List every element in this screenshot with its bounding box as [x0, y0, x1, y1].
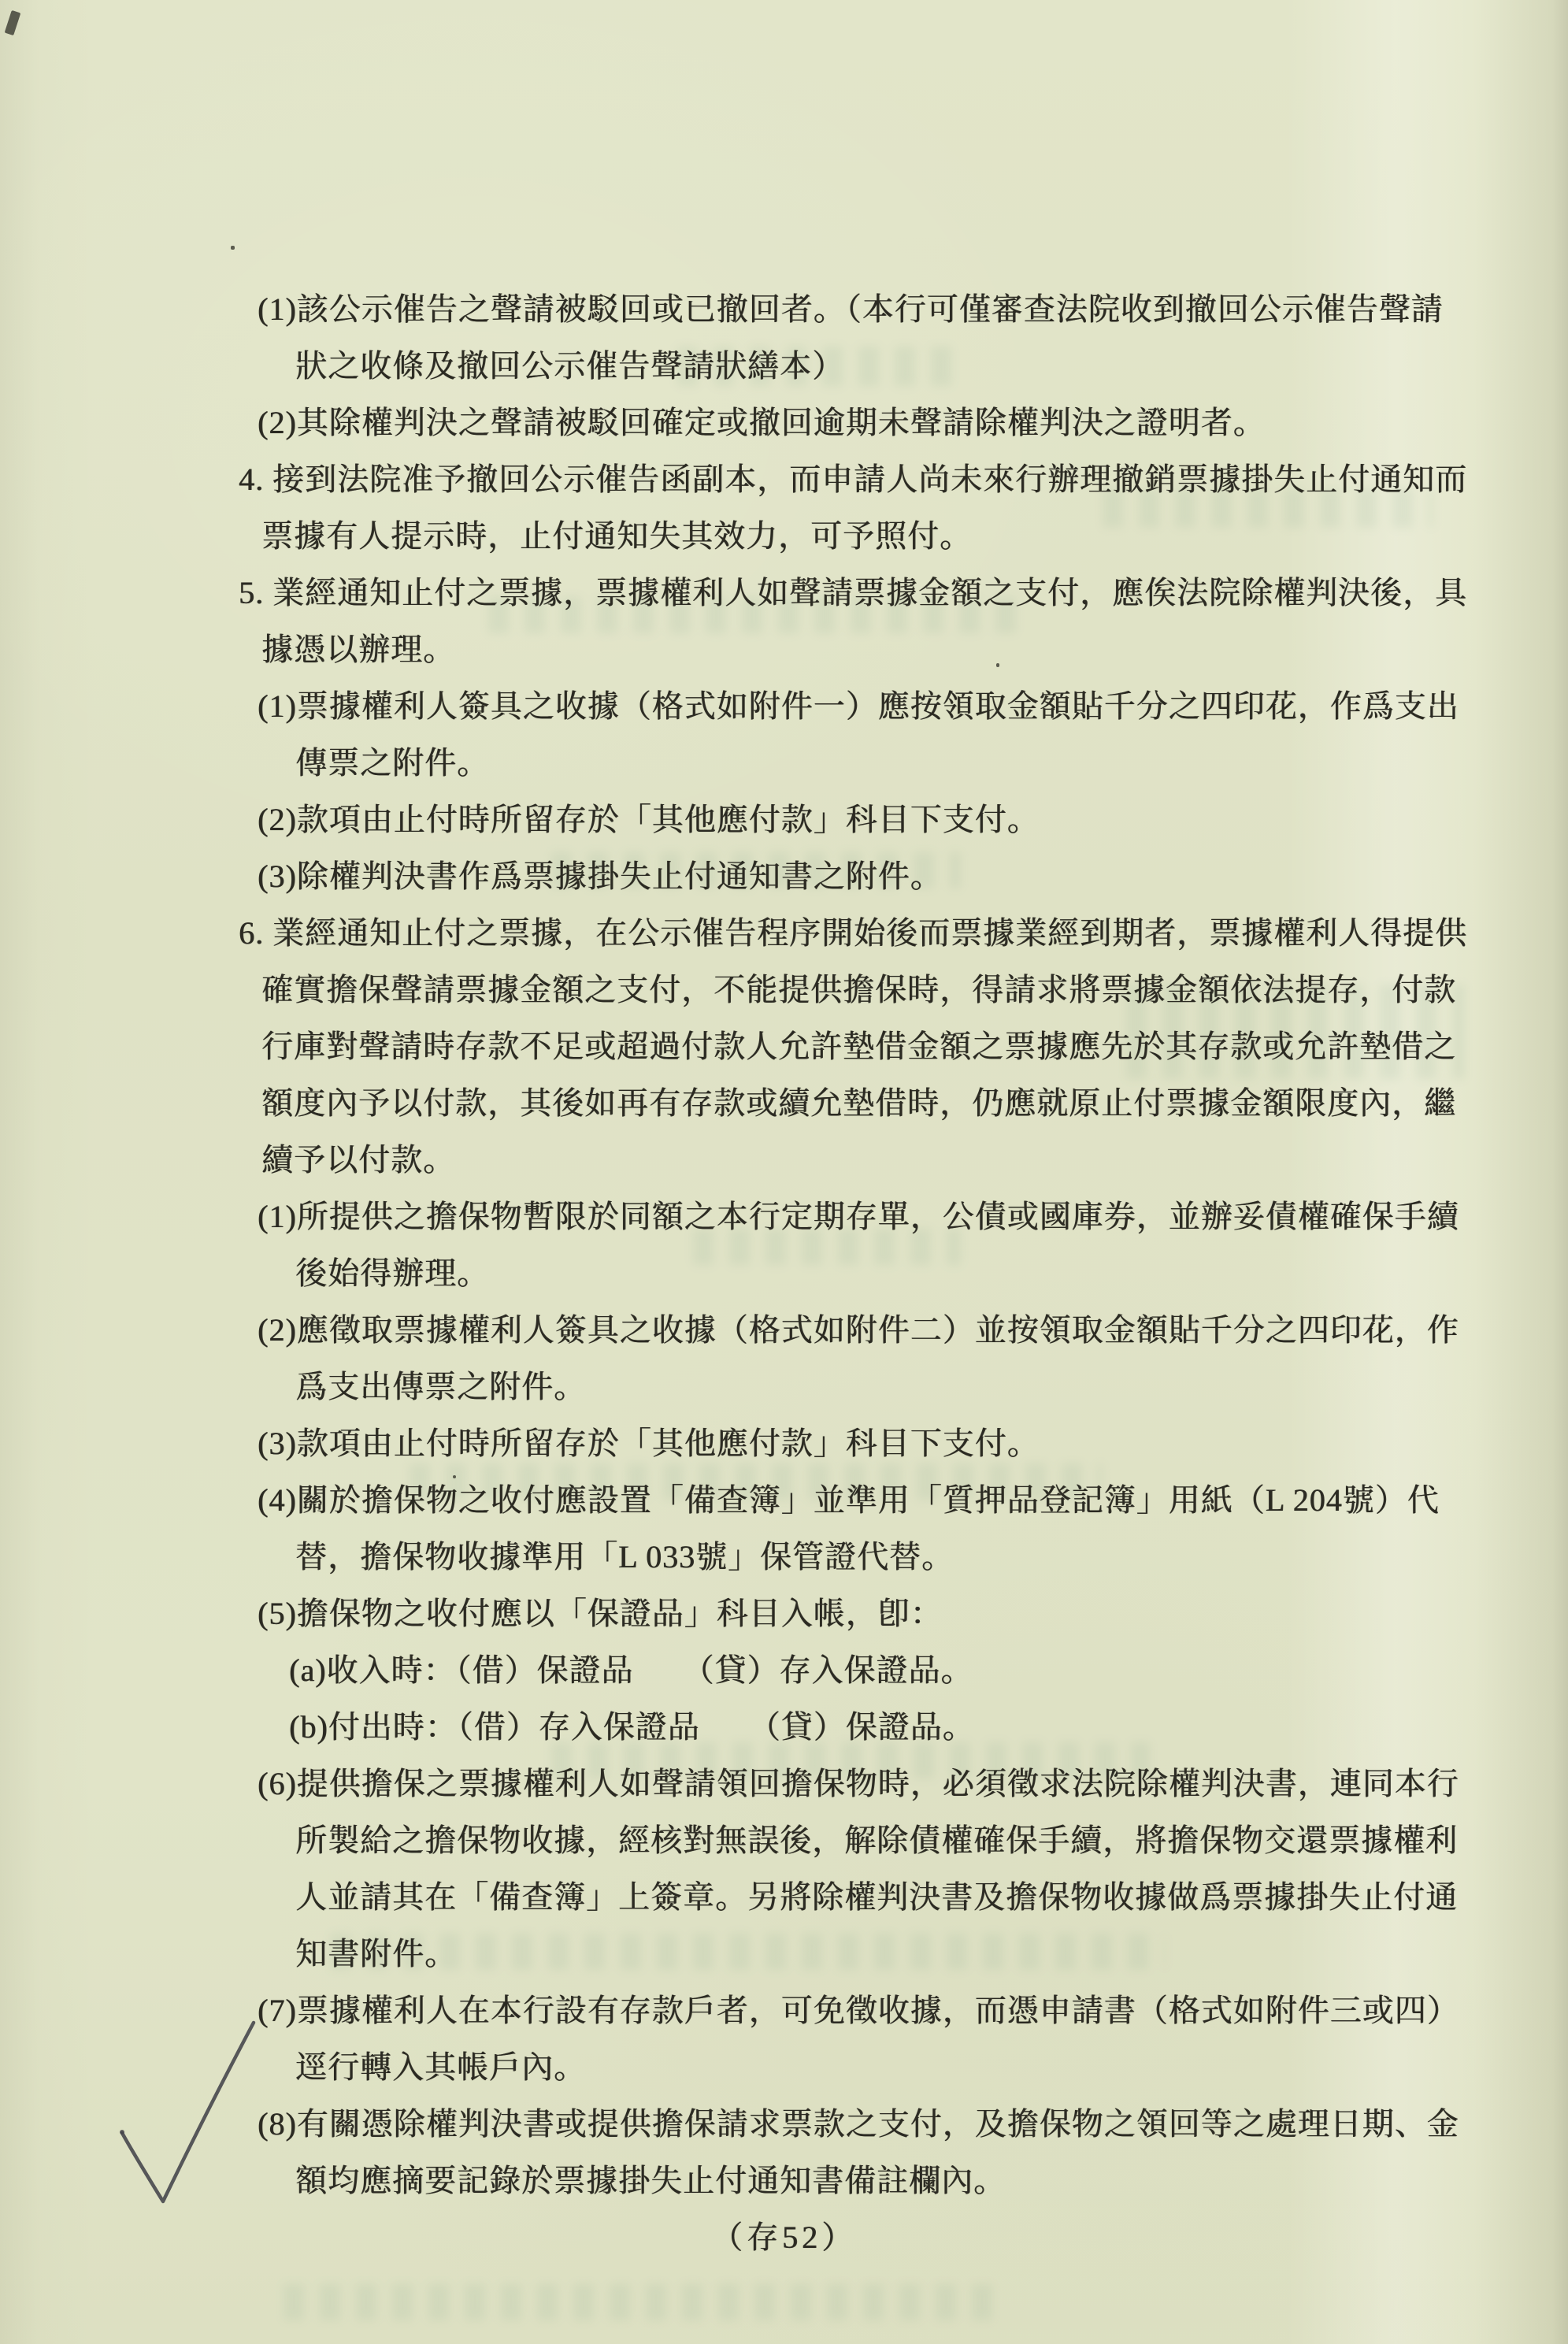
text-line: 續予以付款。	[261, 1142, 455, 1178]
text-line: 知書附件。	[295, 1936, 457, 1971]
text-line: (2)應徵取票據權利人簽具之收據（格式如附件二）並按領取金額貼千分之四印花，作	[258, 1312, 1459, 1348]
text-line: 替，擔保物收據準用「L 033號」保管證代替。	[295, 1539, 954, 1574]
text-line: (2)其除權判決之聲請被駁回確定或撤回逾期未聲請除權判決之證明者。	[258, 405, 1266, 440]
text-line: 6. 業經通知止付之票據，在公示催告程序開始後而票據業經到期者，票據權利人得提供	[239, 915, 1467, 951]
text-line: (b)付出時：（借）存入保證品 （貸）保證品。	[289, 1709, 975, 1745]
text-line: 後始得辦理。	[295, 1255, 489, 1291]
text-line: 行庫對聲請時存款不足或超過付款人允許墊借金額之票據應先於其存款或允許墊借之	[261, 1029, 1456, 1064]
text-line: 逕行轉入其帳戶內。	[295, 2049, 586, 2085]
text-line: 額均應摘要記錄於票據掛失止付通知書備註欄內。	[295, 2163, 1006, 2198]
text-line: 所製給之擔保物收據，經核對無誤後，解除債權確保手續，將擔保物交還票據權利	[295, 1823, 1458, 1858]
text-line: (5)擔保物之收付應以「保證品」科目入帳，卽：	[258, 1596, 943, 1631]
document-text-column	[0, 281, 1568, 2266]
text-line: 5. 業經通知止付之票據，票據權利人如聲請票據金額之支付，應俟法院除權判決後，具	[239, 575, 1467, 610]
text-line: 爲支出傳票之附件。	[295, 1369, 586, 1404]
paper-speck	[5, 10, 21, 35]
text-line: 狀之收條及撤回公示催告聲請狀繕本）	[295, 348, 844, 384]
text-line: (4)關於擔保物之收付應設置「備查簿」並準用「質押品登記簿」用紙（L 204號）代	[258, 1482, 1440, 1518]
text-line: 額度內予以付款，其後如再有存款或續允墊借時，仍應就原止付票據金額限度內，繼	[261, 1085, 1456, 1121]
text-line: (a)收入時：（借）保證品 （貸）存入保證品。	[289, 1652, 973, 1688]
text-line: 4. 接到法院准予撤回公示催告函副本，而申請人尚未來行辦理撤銷票據掛失止付通知而	[239, 462, 1467, 497]
text-line: (3)款項由止付時所留存於「其他應付款」科目下支付。	[258, 1426, 1040, 1461]
text-line: 人並請其在「備查簿」上簽章。另將除權判決書及擔保物收據做爲票據掛失止付通	[295, 1879, 1458, 1915]
handwritten-checkmark	[102, 2008, 268, 2213]
text-line: 據憑以辦理。	[261, 632, 455, 667]
text-line: (3)除權判決書作爲票據掛失止付通知書之附件。	[258, 859, 943, 894]
text-line: (8)有關憑除權判決書或提供擔保請求票款之支付，及擔保物之領回等之處理日期、金	[258, 2106, 1459, 2142]
text-line: (6)提供擔保之票據權利人如聲請領回擔保物時，必須徵求法院除權判決書，連同本行	[258, 1766, 1459, 1801]
text-line: 確實擔保聲請票據金額之支付，不能提供擔保時，得請求將票據金額依法提存，付款	[261, 972, 1456, 1007]
text-line: (1)所提供之擔保物暫限於同額之本行定期存單，公債或國庫券，並辦妥債權確保手續	[258, 1199, 1459, 1234]
paper-speck	[231, 246, 235, 250]
text-line: (1)票據權利人簽具之收據（格式如附件一）應按領取金額貼千分之四印花，作爲支出	[258, 688, 1459, 724]
text-line: 傳票之附件。	[295, 745, 489, 781]
text-line: 票據有人提示時，止付通知失其效力，可予照付。	[261, 518, 972, 554]
text-line: (7)票據權利人在本行設有存款戶者，可免徵收據，而憑申請書（格式如附件三或四）	[258, 1993, 1459, 2028]
text-line: (1)該公示催告之聲請被駁回或已撤回者。（本行可僅審查法院收到撤回公示催告聲請	[258, 291, 1444, 327]
page-number: （存52）	[711, 2220, 857, 2255]
bleed-through-artifact	[284, 2284, 992, 2320]
text-line: (2)款項由止付時所留存於「其他應付款」科目下支付。	[258, 802, 1040, 837]
